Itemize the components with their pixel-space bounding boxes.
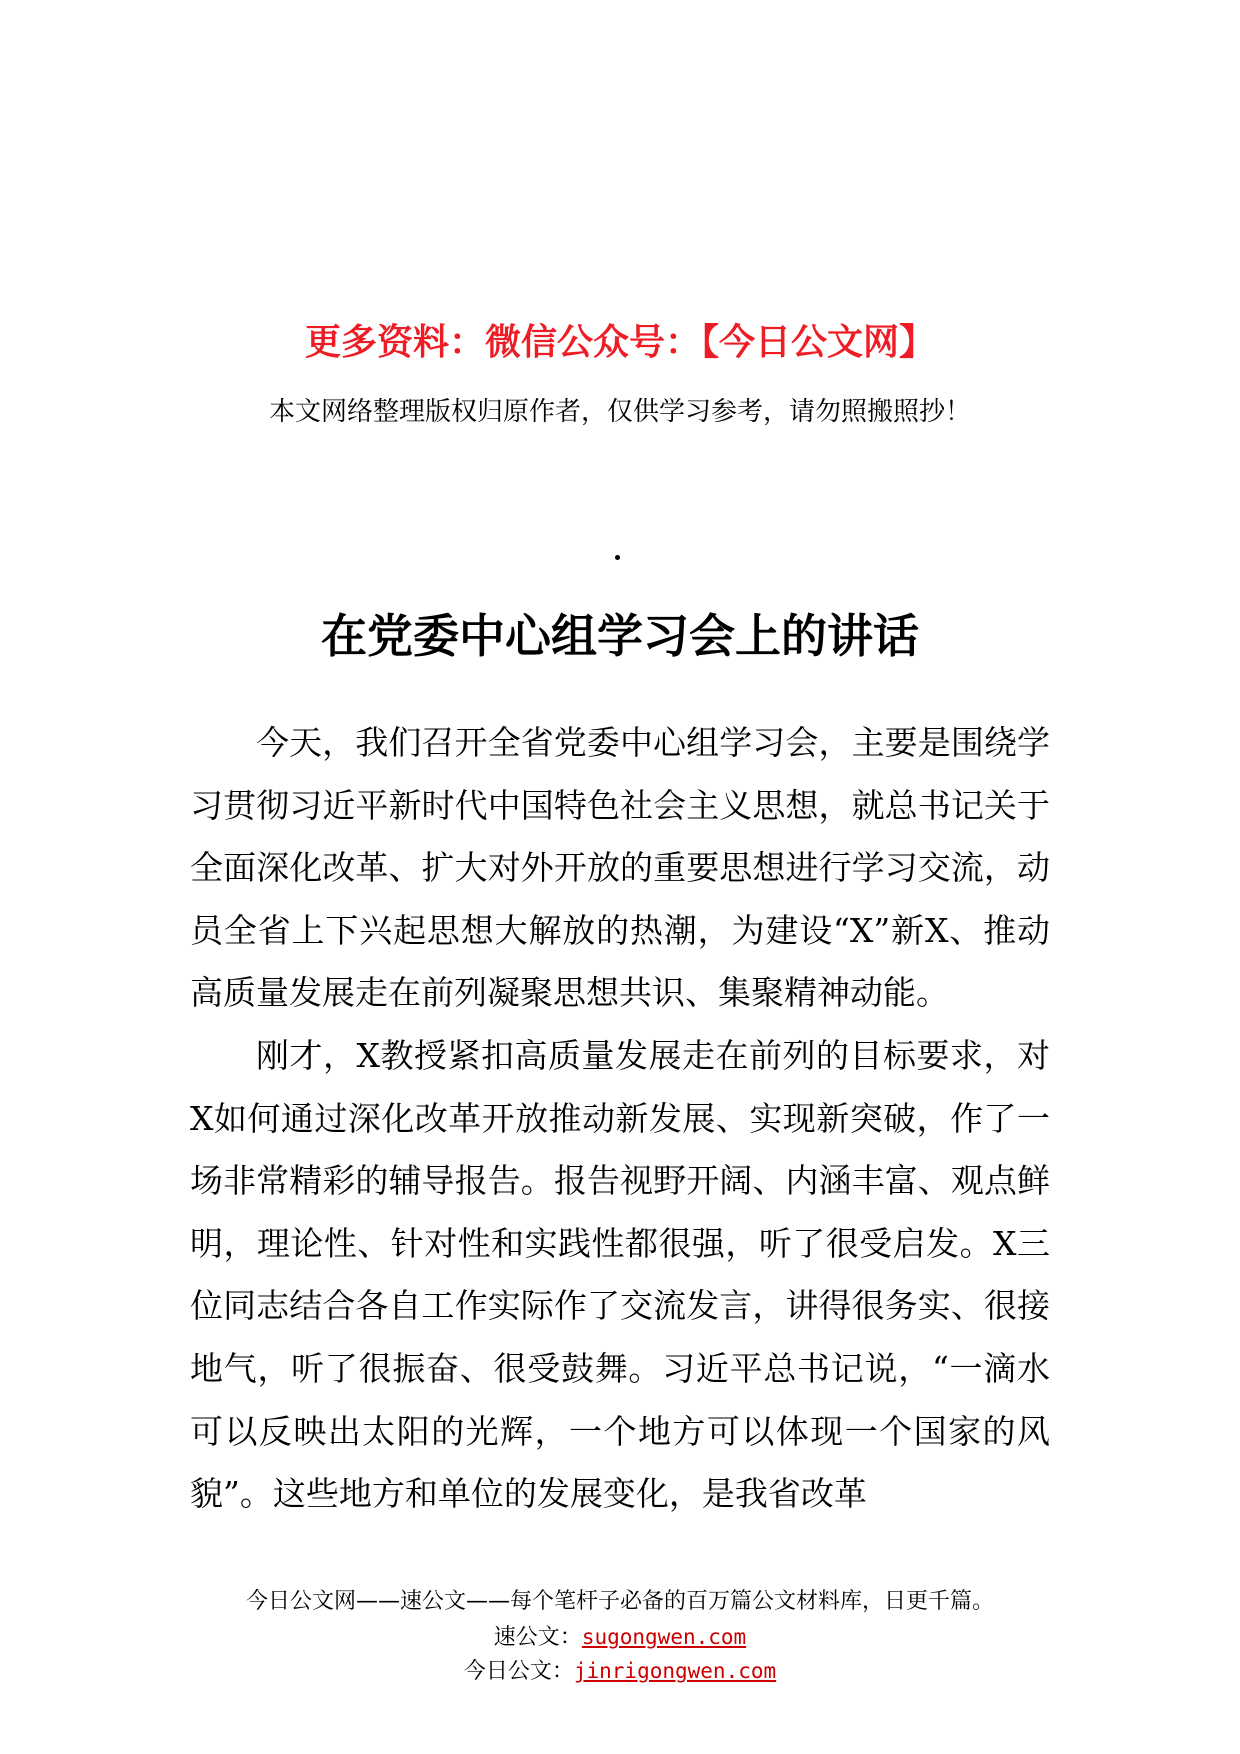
document-body [190,712,1050,1526]
footer-jinrigongwen [0,1654,1240,1689]
document-title: 在党委中心组学习会上的讲话 [321,609,919,663]
footer-tagline: 今日公文网——速公文——每个笔杆子必备的百万篇公文材料库，日更千篇。 [245,1589,994,1614]
sugongwen-label: 速公文： [493,1625,582,1650]
section-marker-dot [615,555,620,560]
jinrigongwen-link[interactable]: jinrigongwen.com [573,1659,777,1683]
promo-banner: 更多资料：微信公众号：【今日公文网】 [304,322,935,363]
copyright-notice: 本文网络整理版权归原作者，仅供学习参考，请勿照搬照抄！ [268,397,971,427]
footer-sugongwen [0,1620,1240,1655]
sugongwen-link[interactable]: sugongwen.com [581,1625,747,1649]
body-paragraph: 今天，我们召开全省党委中心组学习会，主要是围绕学习贯彻习近平新时代中国特色社会主义思想，就总书记关于全面深化改革、扩大对外开放的重要思想进行学习交流，动员全省上下兴起思想大解放的热潮，为建设“X”新X、推动高质量发展走在前列凝聚思想共识、集聚精神动能。 [190,723,1050,1013]
body-paragraph: 刚才，X教授紧扣高质量发展走在前列的目标要求，对X如何通过深化改革开放推动新发展、实现新突破，作了一场非常精彩的辅导报告。报告视野开阔、内涵丰富、观点鲜明，理论性、针对性和实践性都很强，听了很受启发。X三位同志结合各自工作实际作了交流发言，讲得很务实、很接地气，听了很振奋、很受鼓舞。习近平总书记说，“一滴水可以反映出太阳的光辉，一个地方可以体现一个国家的风貌”。这些地方和单位的发展变化，是我省改革 [190,1035,1050,1514]
jinrigongwen-label: 今日公文： [463,1659,574,1684]
